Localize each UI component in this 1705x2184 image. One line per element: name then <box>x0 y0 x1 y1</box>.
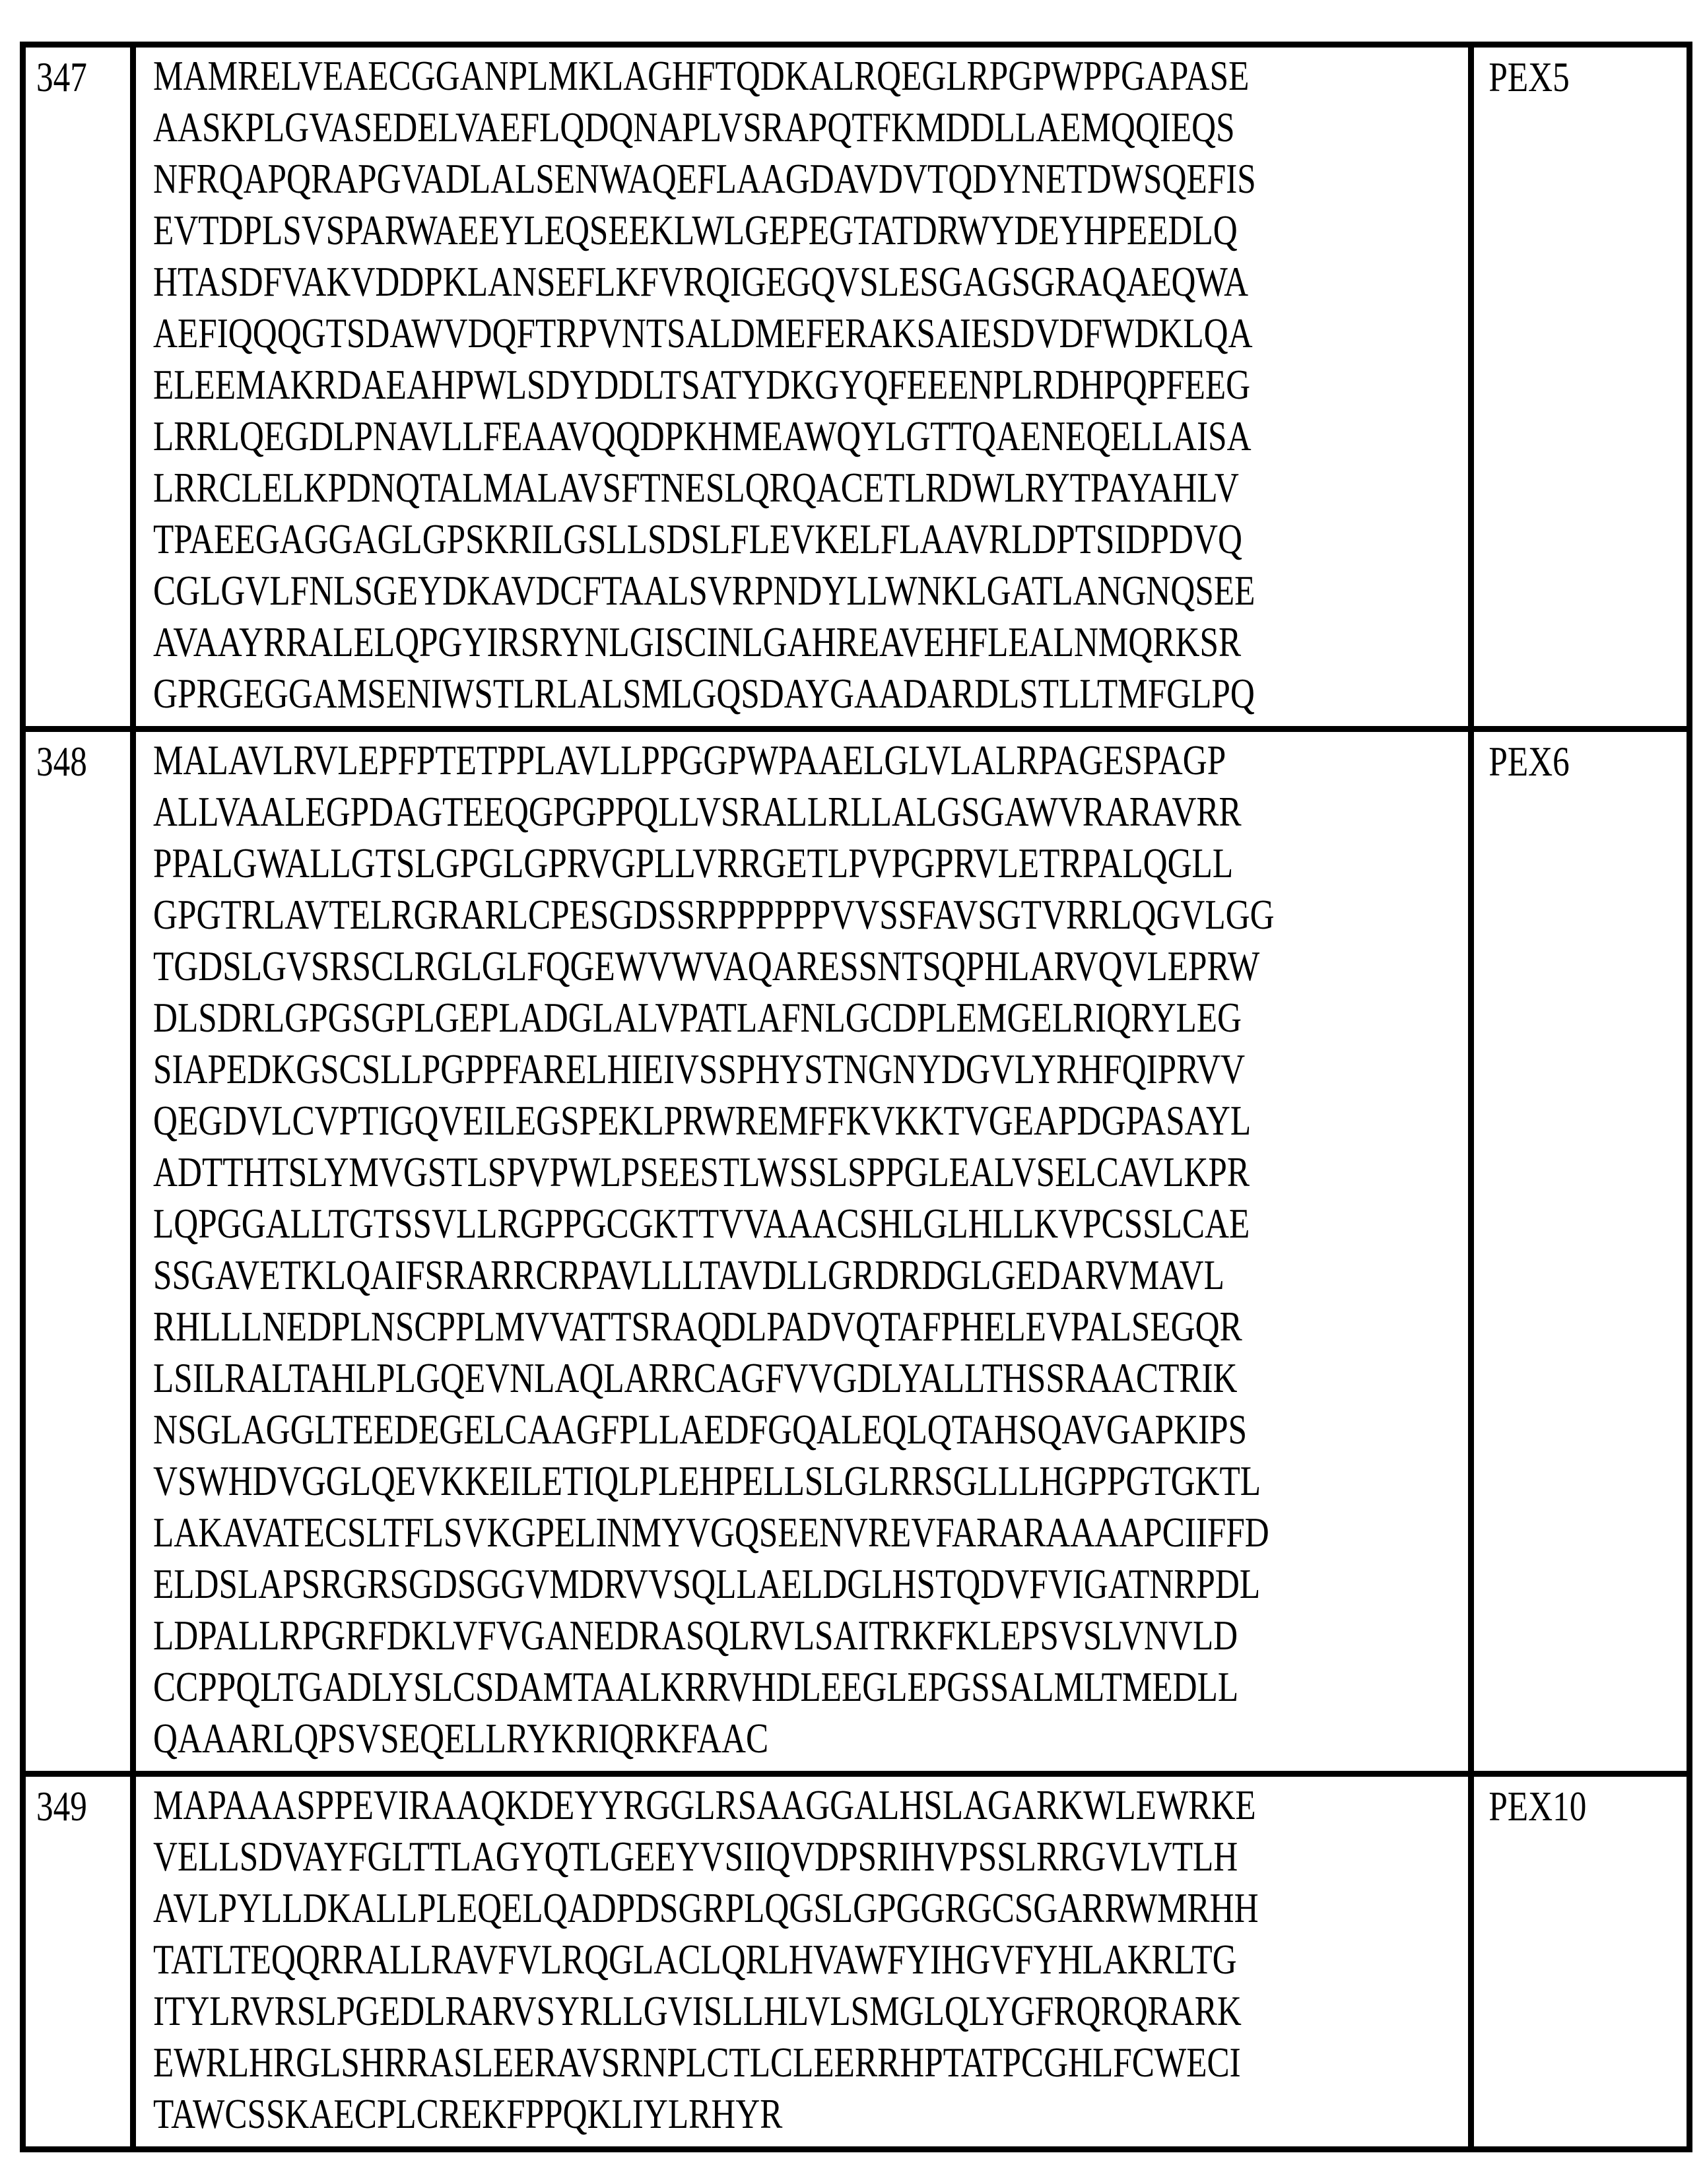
sequence-line: GPGTRLAVTELRGRARLCPESGDSSRPPPPPPVVSSFAVSGTVRRLQGVLGG <box>153 891 1275 938</box>
sequence-line: ITYLRVRSLPGEDLRARVSYRLLGVISLLHLVLSMGLQLYGFRQRQRARK <box>153 1987 1242 2034</box>
sequence-line: MAPAAASPPEVIRAAQKDEYYRGGLRSAAGGALHSLAGARKWLEWRKE <box>153 1781 1256 1828</box>
sequence-line: VSWHDVGGLQEVKKEILETIQLPLEHPELLSLGLRRSGLLLHGPPGTGKTL <box>153 1457 1261 1504</box>
sequence-line: LDPALLRPGRFDKLVFVGANEDRASQLRVLSAITRKFKLEPSVSLVNVLD <box>153 1612 1238 1659</box>
gene-label: PEX5 <box>1488 53 1570 100</box>
sequence-line: DLSDRLGPGSGPLGEPLADGLALVPATLAFNLGCDPLEMGELRIQRYLEG <box>153 994 1242 1041</box>
sequence-line: TGDSLGVSRSCLRGLGLFQGEWVWVAQARESSNTSQPHLARVQVLEPRW <box>153 943 1260 989</box>
sequence-line: TAWCSSKAECPLCREKFPPQKLIYLRHYR <box>153 2090 783 2137</box>
sequence-line: ELDSLAPSRGRSGDSGGVMDRVVSQLLAELDGLHSTQDVFVIGATNRPDL <box>153 1560 1261 1607</box>
seq-id: 347 <box>36 53 87 100</box>
sequence-line: MAMRELVEAECGGANPLMKLAGHFTQDKALRQEGLRPGPWPPGAPASE <box>153 52 1250 99</box>
sequence-line: EVTDPLSVSPARWAEEYLEQSEEKLWLGEPEGTATDRWYDEYHPEEDLQ <box>153 207 1238 253</box>
sequence-line: SIAPEDKGSCSLLPGPPFARELHIEIVSSPHYSTNGNYDGVLYRHFQIPRVV <box>153 1045 1246 1092</box>
sequence-line: NSGLAGGLTEEDEGELCAAGFPLLAEDFGQALEQLQTAHSQAVGAPKIPS <box>153 1406 1248 1453</box>
sequence-line: RHLLLNEDPLNSCPPLMVVATTSRAQDLPADVQTAFPHELEVPALSEGQR <box>153 1303 1242 1350</box>
sequence-line: LQPGGALLTGTSSVLLRGPPGCGKTTVVAAACSHLGLHLLKVPCSSLCAE <box>153 1200 1250 1247</box>
sequence-line: QEGDVLCVPTIGQVEILEGSPEKLPRWREMFFKVKKTVGEAPDGPASAYL <box>153 1097 1252 1144</box>
seq-id-cell <box>23 45 133 729</box>
sequence-line: SSGAVETKLQAIFSRARRCRPAVLLLTAVDLLGRDRDGLGEDARVMAVL <box>153 1251 1224 1298</box>
sequence-line: EWRLHRGLSHRRASLEERAVSRNPLCTLCLEERRHPTATPCGHLFCWECI <box>153 2039 1241 2086</box>
sequence-line: CCPPQLTGADLYSLCSDAMTAALKRRVHDLEEGLEPGSSALMLTMEDLL <box>153 1663 1239 1710</box>
sequence-line: AASKPLGVASEDELVAEFLQDQNAPLVSRAPQTFKMDDLLAEMQQIEQS <box>153 104 1235 150</box>
sequence-line: LAKAVATECSLTFLSVKGPELINMYVGQSEENVREVFARARAAAAPCIIFFD <box>153 1509 1269 1556</box>
gene-cell <box>1471 45 1690 729</box>
sequence-line: LRRCLELKPDNQTALMALAVSFTNESLQRQACETLRDWLRYTPAYAHLV <box>153 464 1239 511</box>
sequence-table <box>20 42 1692 2152</box>
sequence-line: TPAEEGAGGAGLGPSKRILGSLLSDSLFLEVKELFLAAVRLDPTSIDPDVQ <box>153 515 1242 562</box>
sequence-cell <box>133 1774 1471 2150</box>
sequence-line: CGLGVLFNLSGEYDKAVDCFTAALSVRPNDYLLWNKLGATLANGNQSEE <box>153 567 1255 614</box>
sequence-line: LSILRALTAHLPLGQEVNLAQLARRCAGFVVGDLYALLTHSSRAACTRIK <box>153 1354 1238 1401</box>
sequence-line: LRRLQEGDLPNAVLLFEAAVQQDPKHMEAWQYLGTTQAENEQELLAISA <box>153 413 1252 459</box>
sequence-line: AVAAYRRALELQPGYIRSRYNLGISCINLGAHREAVEHFLEALNMQRKSR <box>153 618 1242 665</box>
sequence-line: PPALGWALLGTSLGPGLGPRVGPLLVRRGETLPVPGPRVLETRPALQGLL <box>153 840 1234 886</box>
sequence-line: HTASDFVAKVDDPKLANSEFLKFVRQIGEGQVSLESGAGSGRAQAEQWA <box>153 258 1249 305</box>
seq-id: 348 <box>36 738 87 785</box>
gene-cell <box>1471 729 1690 1774</box>
sequence-line: VELLSDVAYFGLTTLAGYQTLGEEYVSIIQVDPSRIHVPSSLRRGVLVTLH <box>153 1833 1238 1880</box>
seq-id-cell <box>23 1774 133 2150</box>
gene-cell <box>1471 1774 1690 2150</box>
sequence-line: NFRQAPQRAPGVADLALSENWAQEFLAAGDAVDVTQDYNETDWSQEFIS <box>153 155 1256 202</box>
table-row <box>23 1774 1690 2150</box>
sequence-line: ADTTHTSLYMVGSTLSPVPWLPSEESTLWSSLSPPGLEALVSELCAVLKPR <box>153 1148 1250 1195</box>
sequence-text-block <box>136 1777 1468 2146</box>
sequence-line: TATLTEQQRRALLRAVFVLRQGLACLQRLHVAWFYIHGVFYHLAKRLTG <box>153 1936 1237 1983</box>
sequence-line: AVLPYLLDKALLPLEQELQADPDSGRPLQGSLGPGGRGCSGARRWMRHH <box>153 1884 1259 1931</box>
sequence-table-body <box>23 45 1690 2150</box>
sequence-line: ELEEMAKRDAEAHPWLSDYDDLTSATYDKGYQFEEENPLRDHPQPFEEG <box>153 361 1251 408</box>
sequence-line: MALAVLRVLEPFPTETPPLAVLLPPGGPWPAAELGLVLALRPAGESPAGP <box>153 737 1226 783</box>
sequence-text-block <box>136 48 1468 726</box>
sequence-line: AEFIQQQGTSDAWVDQFTRPVNTSALDMEFERAKSAIESDVDFWDKLQA <box>153 310 1253 356</box>
sequence-line: QAAARLQPSVSEQELLRYKRIQRKFAAC <box>153 1715 769 1762</box>
sequence-line: GPRGEGGAMSENIWSTLRLALSMLGQSDAYGAADARDLSTLLTMFGLPQ <box>153 670 1255 717</box>
table-row <box>23 45 1690 729</box>
table-row <box>23 729 1690 1774</box>
sequence-line: ALLVAALEGPDAGTEEQGPGPPQLLVSRALLRLLALGSGAWVRARAVRR <box>153 788 1242 835</box>
seq-id: 349 <box>36 1783 87 1830</box>
sequence-text-block <box>136 732 1468 1771</box>
gene-label: PEX10 <box>1488 1783 1587 1830</box>
sequence-cell <box>133 729 1471 1774</box>
gene-label: PEX6 <box>1488 738 1570 785</box>
seq-id-cell <box>23 729 133 1774</box>
sequence-cell <box>133 45 1471 729</box>
